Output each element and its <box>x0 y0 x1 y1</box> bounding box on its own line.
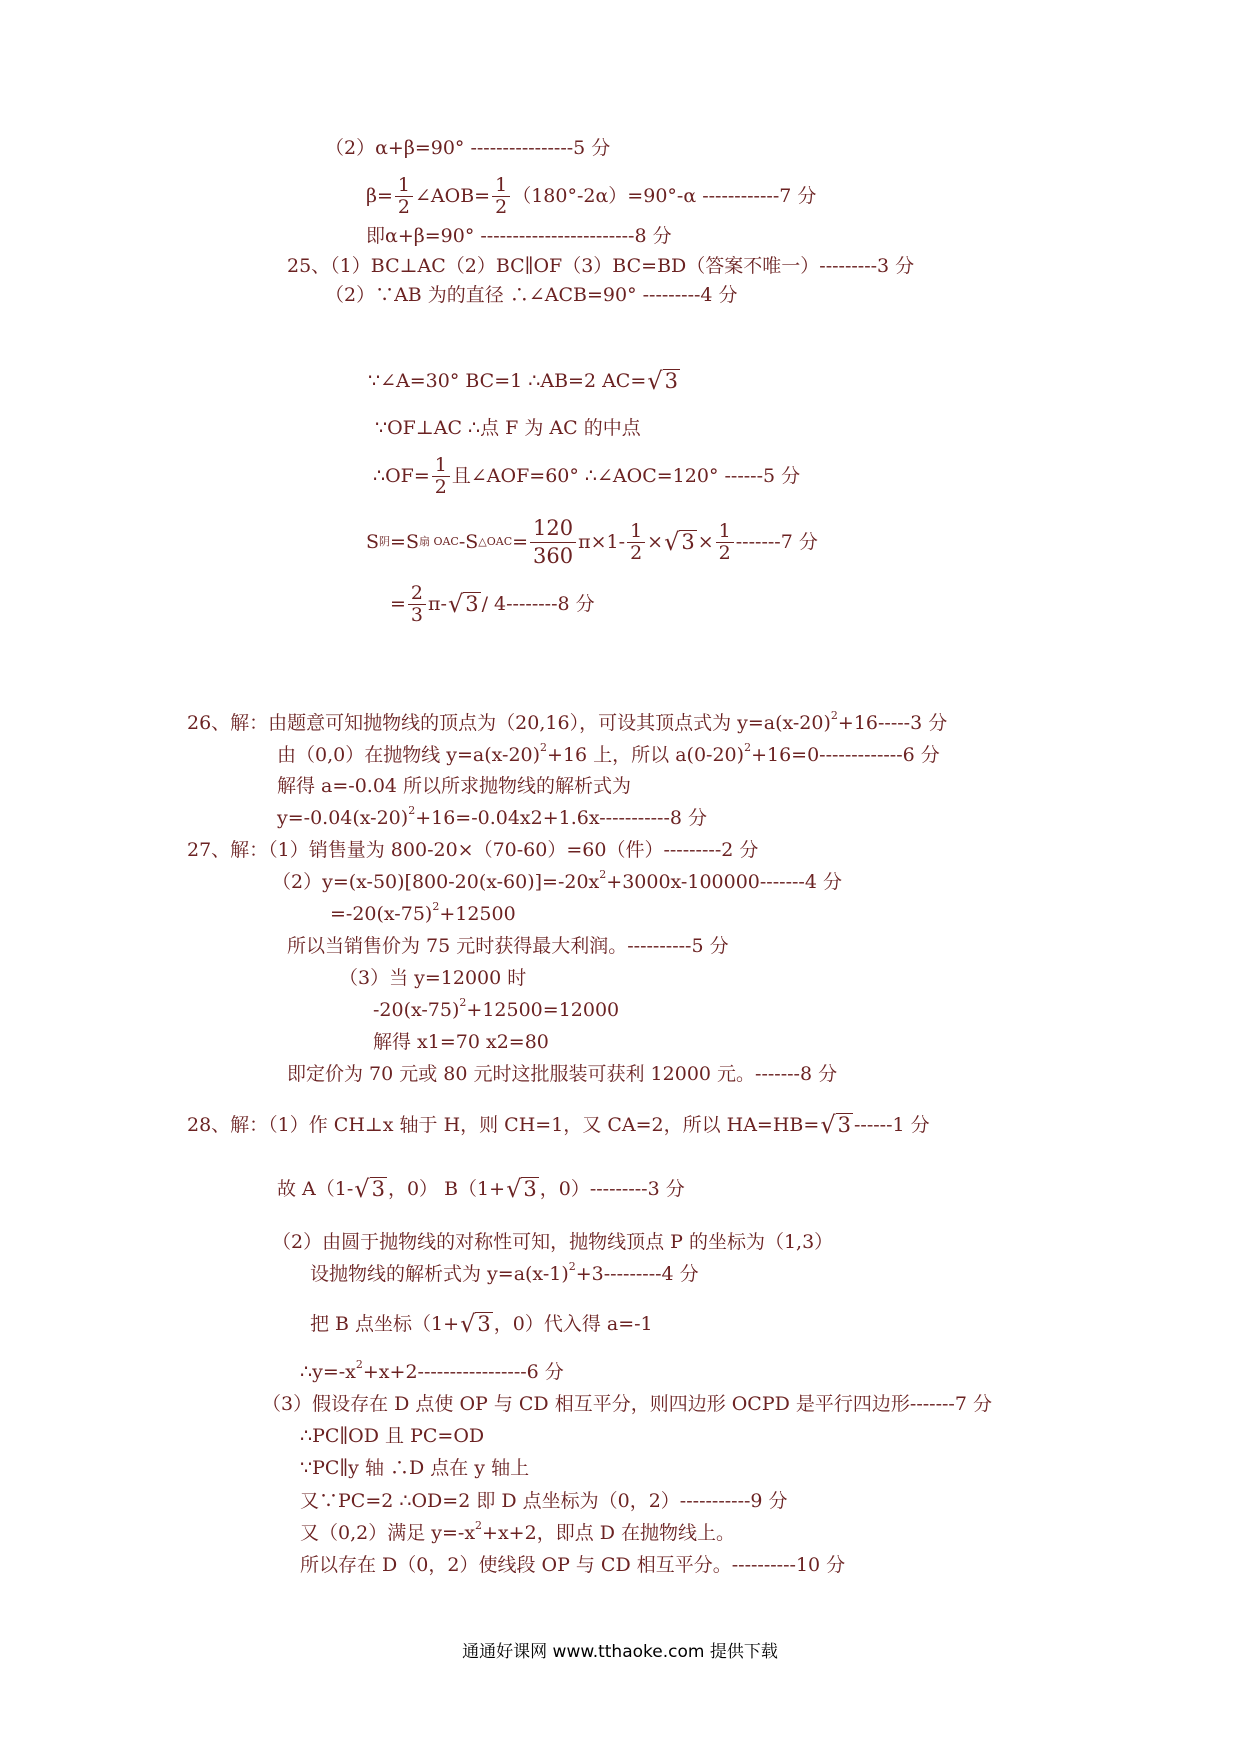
fraction-one-half <box>395 175 413 218</box>
radical-sign-icon: √ <box>354 1175 370 1203</box>
fraction-denominator: 2 <box>495 195 508 218</box>
q25-line-6 <box>366 510 818 574</box>
q28-line-2 <box>277 1172 685 1206</box>
q25-line-5 <box>373 448 800 504</box>
sqrt-three <box>820 1113 853 1137</box>
q25-area-sub-shaded: 阴 <box>379 535 391 548</box>
superscript-2: 2 <box>408 804 416 817</box>
superscript-2: 2 <box>830 709 838 722</box>
q28-text-a: 28、解：（1）作 CH⊥x 轴于 H，则 CH=1，又 CA=2，所以 HA=HB= <box>187 1114 820 1136</box>
q26-line-2 <box>277 743 940 767</box>
fraction-denominator: 360 <box>533 543 574 568</box>
radical-sign-icon: √ <box>460 1310 476 1338</box>
superscript-2: 2 <box>355 1358 363 1371</box>
q28-line-12: 所以存在 D（0，2）使线段 OP 与 CD 相互平分。----------10 分 <box>300 1554 846 1576</box>
q26-line-4 <box>277 806 707 830</box>
q28-text-a: ∴y=-x <box>300 1361 356 1383</box>
q27-line-8: 即定价为 70 元或 80 元时这批服装可获利 12000 元。-------8 分 <box>287 1063 838 1085</box>
sqrt-three <box>647 369 680 393</box>
q25-angle-aoc: 且∠AOF=60° ∴∠AOC=120° ------5 分 <box>451 465 801 487</box>
radicand: 3 <box>837 1113 851 1137</box>
q24-line-3 <box>366 168 816 224</box>
q28-text-a: 把 B 点坐标（1+ <box>310 1313 460 1335</box>
q25-area-minus: -S <box>458 531 479 553</box>
q25-line-4: ∵OF⊥AC ∴点 F 为 AC 的中点 <box>375 417 641 439</box>
q27-text-a: （2）y=(x-50)[800-20(x-60)]=-20x <box>272 871 600 893</box>
q25-area-equals: = <box>512 531 529 553</box>
fraction-one-half <box>716 521 734 564</box>
q25-line-3 <box>368 364 681 398</box>
radicand: 3 <box>371 1177 385 1201</box>
q26-text-b: +16=-0.04x2+1.6x-----------8 分 <box>415 807 707 829</box>
q27-line-6 <box>373 998 619 1022</box>
q25-result-eq: = <box>390 593 406 615</box>
q25-of-label: ∴OF= <box>373 465 430 487</box>
radical-sign-icon: √ <box>820 1111 836 1139</box>
sqrt-three <box>664 530 697 554</box>
superscript-2: 2 <box>432 900 440 913</box>
fraction-numerator: 120 <box>530 515 576 543</box>
radical-sign-icon: √ <box>647 367 663 395</box>
q25-area-sub-sector: 扇 OAC <box>418 535 459 548</box>
times-sign: × <box>697 531 714 553</box>
q28-line-9: ∵PC∥y 轴 ∴D 点在 y 轴上 <box>300 1457 530 1479</box>
radicand: 3 <box>664 369 678 393</box>
q28-text-a: 又（0,2）满足 y=-x <box>300 1522 476 1544</box>
radical-sign-icon: √ <box>664 528 680 556</box>
sqrt-three <box>506 1177 539 1201</box>
q28-text-b: +x+2，即点 D 在抛物线上。 <box>482 1522 736 1544</box>
superscript-2: 2 <box>599 868 607 881</box>
radicand: 3 <box>681 530 695 554</box>
q27-line-2 <box>272 870 842 894</box>
q28-line-7: （3）假设存在 D 点使 OP 与 CD 相互平分，则四边形 OCPD 是平行四边形-------7 分 <box>262 1393 992 1415</box>
q27-text-b: +12500=12000 <box>466 999 620 1021</box>
q25-area-s: S <box>366 531 380 553</box>
q26-line-1 <box>187 711 947 735</box>
q27-text-a: -20(x-75) <box>373 999 460 1021</box>
q25-area-sub-triangle: △OAC <box>478 535 513 548</box>
fraction-numerator: 1 <box>432 455 450 477</box>
q28-text-b: ，0） B（1+ <box>387 1178 506 1200</box>
fraction-numerator: 2 <box>408 583 426 605</box>
q28-text-a: 故 A（1- <box>277 1178 354 1200</box>
q24-beta-result: （180°-2α）=90°-α ------------7 分 <box>512 185 817 207</box>
q28-line-8: ∴PC∥OD 且 PC=OD <box>300 1425 485 1447</box>
fraction-one-half <box>492 175 510 218</box>
q28-line-10: 又∵PC=2 ∴OD=2 即 D 点坐标为（0，2）-----------9 分 <box>300 1490 788 1512</box>
q26-text-c: +16=0-------------6 分 <box>751 744 940 766</box>
sqrt-three <box>460 1312 493 1336</box>
fraction-numerator: 1 <box>627 521 645 543</box>
q26-text-a: 由（0,0）在抛物线 y=a(x-20) <box>277 744 541 766</box>
q26-line-3: 解得 a=-0.04 所以所求抛物线的解析式为 <box>277 775 632 797</box>
superscript-2: 2 <box>459 996 467 1009</box>
q25-result-tail: / 4--------8 分 <box>481 593 595 615</box>
fraction-two-thirds <box>408 583 426 626</box>
q27-text-b: +3000x-100000-------4 分 <box>606 871 842 893</box>
superscript-2: 2 <box>744 741 752 754</box>
fraction-denominator: 2 <box>397 195 410 218</box>
radicand: 3 <box>523 1177 537 1201</box>
q28-line-1 <box>187 1108 930 1142</box>
fraction-numerator: 1 <box>716 521 734 543</box>
q25-line-7 <box>390 576 595 632</box>
q27-text-b: +12500 <box>439 903 516 925</box>
sqrt-three <box>354 1177 387 1201</box>
q25-line-2: （2）∵AB 为的直径 ∴∠ACB=90° ---------4 分 <box>325 284 738 306</box>
q26-text-b: +16-----3 分 <box>837 712 948 734</box>
fraction-120-360 <box>530 515 576 570</box>
q25-line-1: 25、（1）BC⊥AC（2）BC∥OF（3）BC=BD（答案不唯一）---------3 分 <box>287 255 915 277</box>
q27-line-3 <box>330 902 516 926</box>
q28-line-11 <box>300 1521 735 1545</box>
fraction-one-half <box>432 455 450 498</box>
q27-line-4: 所以当销售价为 75 元时获得最大利润。----------5 分 <box>287 935 729 957</box>
fraction-denominator: 3 <box>410 603 424 626</box>
radical-sign-icon: √ <box>506 1175 522 1203</box>
q28-line-5 <box>310 1307 653 1341</box>
q27-line-1: 27、解：（1）销售量为 800-20×（70-60）=60（件）---------2 分 <box>187 839 759 861</box>
q28-text-b: ，0）代入得 a=-1 <box>493 1313 653 1335</box>
q26-text-a: 26、解：由题意可知抛物线的顶点为（20,16），可设其顶点式为 y=a(x-20) <box>187 712 831 734</box>
q24-beta-label: β= <box>366 185 393 207</box>
q26-text-b: +16 上，所以 a(0-20) <box>547 744 745 766</box>
q28-text-b: ------1 分 <box>853 1114 930 1136</box>
superscript-2: 2 <box>540 741 548 754</box>
fraction-one-half <box>627 521 645 564</box>
q28-text-c: ，0）---------3 分 <box>539 1178 685 1200</box>
q28-text-b: +3---------4 分 <box>575 1263 699 1285</box>
times-sign: × <box>647 531 664 553</box>
fraction-numerator: 1 <box>395 175 413 197</box>
q28-line-6 <box>300 1360 564 1384</box>
q24-angle-aob: ∠AOB= <box>415 185 491 207</box>
fraction-numerator: 1 <box>492 175 510 197</box>
q25-pi-term: π×1- <box>578 531 626 553</box>
q25-area-eq: =S <box>390 531 419 553</box>
q25-score-7: -------7 分 <box>735 531 818 553</box>
superscript-2: 2 <box>475 1519 483 1532</box>
q28-line-4 <box>310 1262 699 1286</box>
q28-text-b: +x+2-----------------6 分 <box>362 1361 564 1383</box>
q26-text-a: y=-0.04(x-20) <box>277 807 409 829</box>
q27-text-a: =-20(x-75) <box>330 903 433 925</box>
q25-result-pi: π- <box>428 593 447 615</box>
fraction-denominator: 2 <box>434 475 447 498</box>
q27-line-5: （3）当 y=12000 时 <box>339 967 527 989</box>
fraction-denominator: 2 <box>718 541 731 564</box>
radicand: 3 <box>465 592 479 616</box>
q24-line-2: （2）α+β=90° ----------------5 分 <box>325 137 611 159</box>
radical-sign-icon: √ <box>447 590 464 618</box>
superscript-2: 2 <box>568 1260 576 1273</box>
fraction-denominator: 2 <box>630 541 643 564</box>
q24-line-4: 即α+β=90° ------------------------8 分 <box>366 225 672 247</box>
sqrt-three <box>448 592 481 616</box>
q28-line-3: （2）由圆于抛物线的对称性可知，抛物线顶点 P 的坐标为（1,3） <box>272 1231 834 1253</box>
q27-line-7: 解得 x1=70 x2=80 <box>373 1031 549 1053</box>
page-footer: 通通好课网 www.tthaoke.com 提供下载 <box>462 1642 778 1662</box>
radicand: 3 <box>477 1312 491 1336</box>
q25-given: ∵∠A=30° BC=1 ∴AB=2 AC= <box>368 370 647 392</box>
q28-text-a: 设抛物线的解析式为 y=a(x-1) <box>310 1263 569 1285</box>
